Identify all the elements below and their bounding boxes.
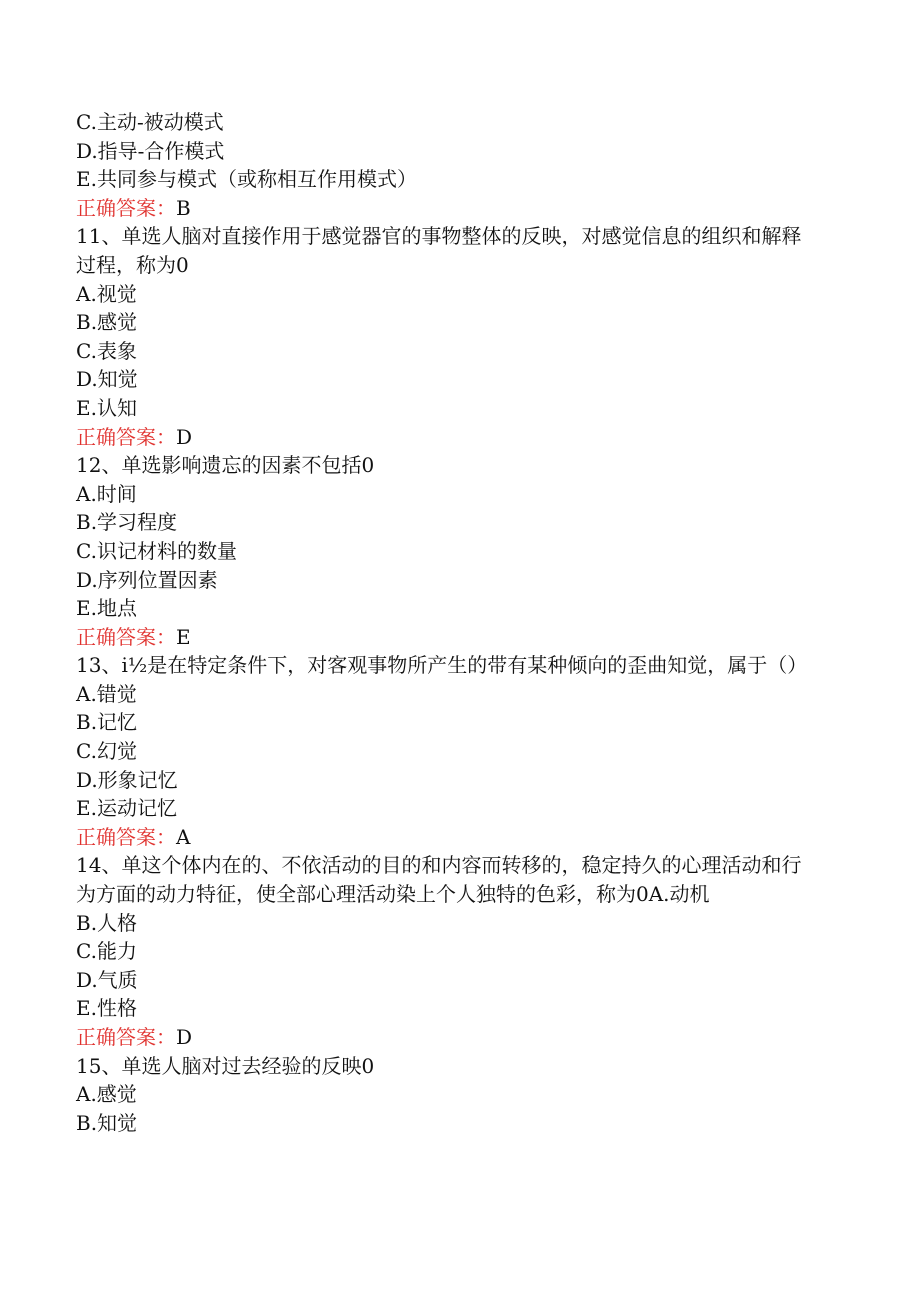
- option-line: C.表象: [76, 338, 137, 363]
- option-line: B.知觉: [76, 1110, 138, 1135]
- option-line: D.指导-合作模式: [76, 138, 225, 163]
- answer-line: [76, 423, 860, 452]
- answer-value: B: [176, 195, 191, 220]
- option-line: A.错觉: [76, 681, 137, 706]
- option-line: E.运动记忆: [76, 796, 177, 821]
- answer-label: 正确答案：: [76, 624, 176, 649]
- answer-line: [76, 823, 860, 852]
- question-text: 14、单这个体内在的、不依活动的目的和内容而转移的，稳定持久的心理活动和行为方面的动力特征，使全部心理活动染上个人独特的色彩，称为0A.动机: [76, 853, 802, 907]
- answer-line: [76, 1023, 860, 1052]
- option-line: C.能力: [76, 939, 137, 964]
- question-text: 12、单选影响遗忘的因素不包括0: [76, 453, 375, 478]
- option-line: B.记忆: [76, 710, 138, 735]
- option-line: A.视觉: [76, 281, 137, 306]
- question-text: 15、单选人脑对过去经验的反映0: [76, 1053, 375, 1078]
- option-line: B.人格: [76, 910, 138, 935]
- option-line: E.共同参与模式（或称相互作用模式）: [76, 167, 417, 192]
- answer-label: 正确答案：: [76, 424, 176, 449]
- answer-label: 正确答案：: [76, 1025, 176, 1049]
- question-text: 13、i½是在特定条件下，对客观事物所产生的带有某种倾向的歪曲知觉，属于（）: [76, 653, 808, 678]
- option-line: B.感觉: [76, 310, 138, 335]
- option-line: D.序列位置因素: [76, 567, 218, 592]
- question-text: 11、单选人脑对直接作用于感觉器官的事物整体的反映，对感觉信息的组织和解释过程，称为0: [76, 224, 802, 277]
- answer-label: 正确答案：: [76, 824, 176, 849]
- option-line: A.感觉: [76, 1082, 137, 1107]
- option-line: D.形象记忆: [76, 767, 178, 792]
- answer-line: [76, 623, 860, 652]
- option-line: E.性格: [76, 996, 137, 1021]
- answer-value: D: [176, 1025, 193, 1049]
- option-line: C.主动-被动模式: [76, 110, 224, 134]
- option-line: E.认知: [76, 395, 137, 420]
- option-line: C.幻觉: [76, 739, 137, 764]
- option-line: D.气质: [76, 967, 138, 992]
- option-line: A.时间: [76, 481, 137, 506]
- option-line: B.学习程度: [76, 510, 178, 535]
- answer-value: E: [176, 624, 191, 649]
- answer-value: D: [176, 424, 193, 449]
- option-line: D.知觉: [76, 367, 138, 392]
- option-line: C.识记材料的数量: [76, 538, 237, 563]
- option-line: E.地点: [76, 596, 137, 621]
- answer-value: A: [176, 824, 191, 849]
- answer-label: 正确答案：: [76, 195, 176, 220]
- answer-line: [76, 194, 860, 223]
